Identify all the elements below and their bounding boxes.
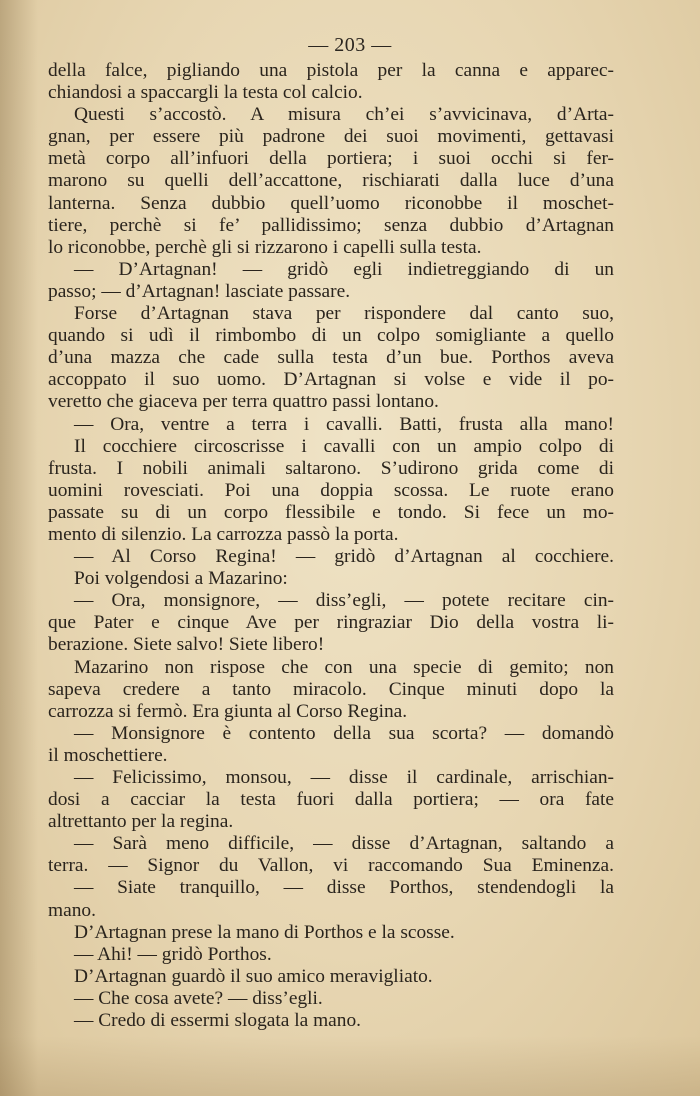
text-line: Il cocchiere circoscrisse i cavalli con un ampio colpo di — [74, 435, 614, 457]
text-line: dosi a cacciar la testa fuori dalla portiera; — ora fate — [48, 789, 614, 811]
text-line: della falce, pigliando una pistola per la canna e apparec- — [48, 60, 614, 81]
text-line: chiandosi a spaccargli la testa col calcio. — [48, 82, 363, 104]
text-line: mento di silenzio. La carrozza passò la porta. — [48, 523, 399, 545]
text-line: D’Artagnan prese la mano di Porthos e la scosse. — [74, 921, 455, 943]
text-line: — Ora, monsignore, — diss’egli, — potete recitare cin- — [74, 590, 614, 612]
text-line: — Al Corso Regina! — gridò d’Artagnan al cocchiere. — [74, 546, 614, 568]
text-line: — D’Artagnan! — gridò egli indietreggiando di un — [74, 258, 614, 280]
text-line: marono su quelli dell’accattone, rischiarati dalla luce d’una — [48, 170, 614, 192]
text-line: mano. — [48, 899, 96, 921]
text-line: quando si udì il rimbombo di un colpo somigliante a quello — [48, 325, 614, 347]
body-text — [48, 60, 614, 1032]
text-line: gnan, per essere più padrone dei suoi movimenti, gettavasi — [48, 126, 614, 148]
text-line: — Monsignore è contento della sua scorta? — domandò — [74, 722, 614, 744]
text-line: metà corpo all’infuori della portiera; i suoi occhi si fer- — [48, 148, 614, 170]
text-line: il moschettiere. — [48, 744, 168, 766]
text-line: sapeva credere a tanto miracolo. Cinque minuti dopo la — [48, 678, 614, 700]
text-line: altrettanto per la regina. — [48, 811, 234, 833]
text-line: — Ahi! — gridò Porthos. — [74, 943, 272, 965]
text-line: D’Artagnan guardò il suo amico meravigliato. — [74, 965, 433, 987]
text-line: terra. — Signor du Vallon, vi raccomando Sua Eminenza. — [48, 855, 614, 877]
text-line: — Credo di essermi slogata la mano. — [74, 1010, 362, 1032]
text-line: accoppato il suo uomo. D’Artagnan si volse e vide il po- — [48, 369, 614, 391]
text-line: que Pater e cinque Ave per ringraziar Dio della vostra li- — [48, 612, 614, 634]
page-number: — 203 — — [308, 34, 392, 56]
text-line: uomini rovesciati. Poi una doppia scossa. Le ruote erano — [48, 479, 614, 501]
text-line: frusta. I nobili animali saltarono. S’udirono grida come di — [48, 457, 614, 479]
text-line: Forse d’Artagnan stava per rispondere dal canto suo, — [74, 303, 614, 325]
text-line: — Ora, ventre a terra i cavalli. Batti, frusta alla mano! — [74, 413, 614, 435]
text-line: tiere, perchè si fe’ pallidissimo; senza dubbio d’Artagnan — [48, 214, 614, 236]
text-line: carrozza si fermò. Era giunta al Corso Regina. — [48, 700, 408, 722]
text-line: Poi volgendosi a Mazarino: — [74, 568, 288, 590]
text-line: — Felicissimo, monsou, — disse il cardinale, arrischian- — [74, 767, 614, 788]
text-line: — Sarà meno difficile, — disse d’Artagnan, saltando a — [74, 833, 614, 855]
text-line: lanterna. Senza dubbio quell’uomo riconobbe il moschet- — [48, 192, 614, 214]
text-line: passate su di un corpo flessibile e tondo. Si fece un mo- — [48, 501, 614, 523]
text-line: d’una mazza che cade sulla testa d’un bue. Porthos aveva — [48, 347, 614, 369]
text-line: Questi s’accostò. A misura ch’ei s’avvicinava, d’Arta- — [74, 104, 614, 126]
text-line: berazione. Siete salvo! Siete libero! — [48, 634, 325, 656]
text-line: lo riconobbe, perchè gli si rizzarono i capelli sulla testa. — [48, 236, 482, 258]
text-line: passo; — d’Artagnan! lasciate passare. — [48, 280, 351, 302]
text-line: veretto che giaceva per terra quattro passi lontano. — [48, 391, 439, 413]
text-line: Mazarino non rispose che con una specie di gemito; non — [74, 656, 614, 678]
text-line: — Che cosa avete? — diss’egli. — [74, 987, 323, 1009]
text-line: — Siate tranquillo, — disse Porthos, stendendogli la — [74, 877, 614, 899]
